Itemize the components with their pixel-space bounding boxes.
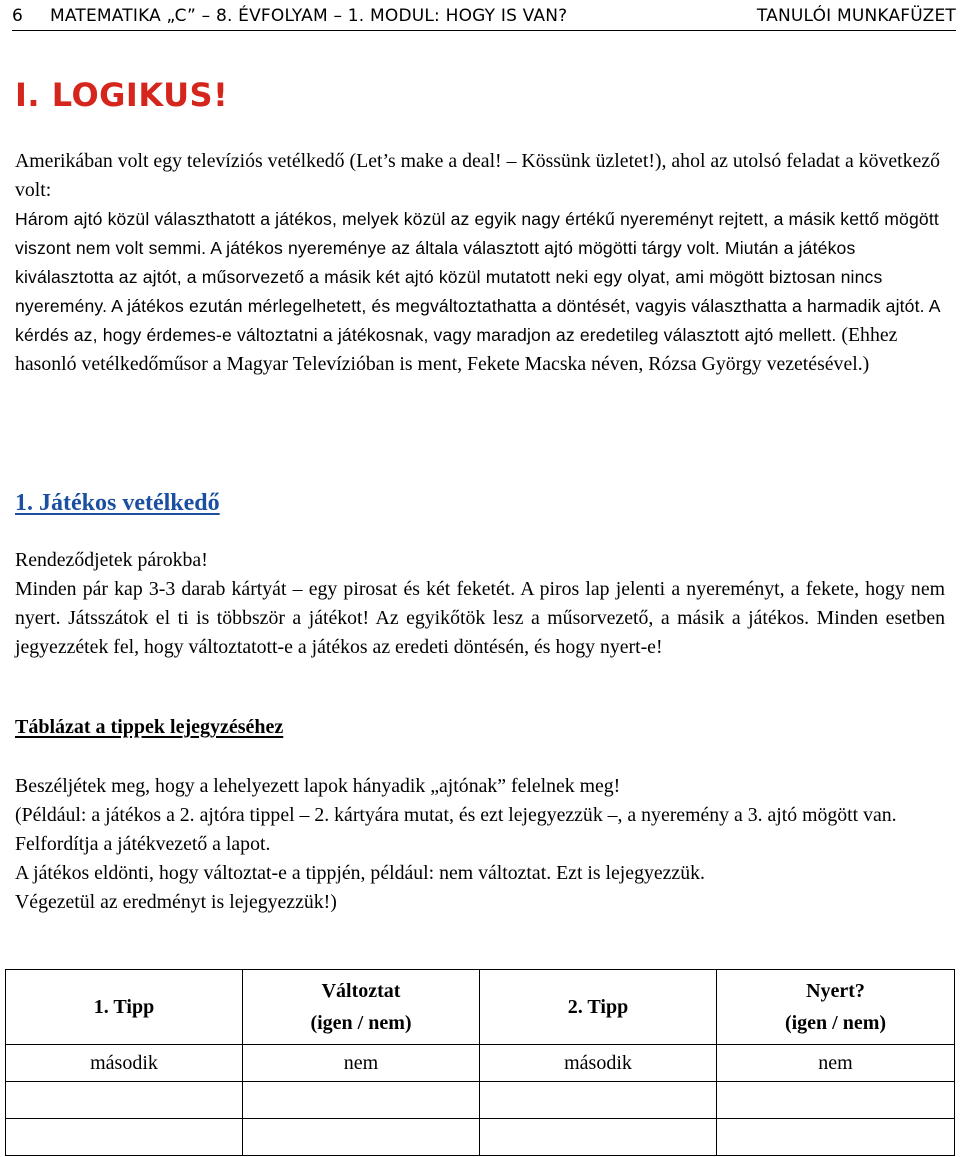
- instructions-line-2: Minden pár kap 3-3 darab kártyát – egy pirosat és két feketét. A piros lap jelenti a nyereményt, a fekete, hogy nem nyert. Játsszátok el ti is többször a játékot! Az egyikőtök lesz a műsorvezető, a másik a játékos. Minden esetben jegyezzétek fel, hogy változtatott-e a játékos az eredeti döntésén, és hogy nyert-e!: [15, 578, 945, 658]
- empty-cell[interactable]: [480, 1119, 717, 1156]
- table-row: [6, 1045, 955, 1082]
- tips-table: [5, 969, 955, 1156]
- notes-line-1: Beszéljétek meg, hogy a lehelyezett lapok hányadik „ajtónak” felelnek meg!: [15, 775, 621, 797]
- cell-second-tip: második: [480, 1045, 717, 1082]
- header-won-options: (igen / nem): [784, 1012, 887, 1034]
- intro-paragraph-2: Három ajtó közül választhatott a játékos, melyek közül az egyik nagy értékű nyereményt rejtett, a másik kettő mögött viszont nem volt semmi. A játékos nyereménye az általa választott ajtó mögötti tárgy volt. Miután a játékos kiválasztotta az ajtót, a műsorvezető a másik két ajtó közül mutatott neki egy olyat, ami mögött biztosan nincs nyeremény. A játékos ezután mérlegelhetett, és megváltoztathatta a döntését, vagyis választhatta a harmadik ajtót. A kérdés az, hogy érdemes-e változtatni a játékosnak, vagy maradjon az eredetileg választott ajtó mellett.: [15, 209, 940, 345]
- empty-cell[interactable]: [717, 1119, 955, 1156]
- notes-line-3: Felfordítja a játékvezető a lapot.: [15, 833, 271, 855]
- header-change: [243, 970, 480, 1045]
- empty-cell[interactable]: [243, 1119, 480, 1156]
- recording-notes: [15, 772, 945, 917]
- header-second-tip: 2. Tipp: [480, 970, 717, 1045]
- intro-paragraph-1: Amerikában volt egy televíziós vetélkedő (Let’s make a deal! – Kössünk üzletet!), ahol az utolsó feladat a következő volt:: [15, 150, 940, 201]
- header-change-label: Változtat: [321, 980, 401, 1002]
- empty-cell[interactable]: [717, 1082, 955, 1119]
- empty-cell[interactable]: [6, 1082, 243, 1119]
- intro-paragraph-3: (Ehhez hasonló vetélkedőműsor a Magyar Televízióban is ment, Fekete Macska néven, Rózsa György vezetésével.): [15, 324, 898, 375]
- game-instructions: [15, 546, 945, 662]
- empty-cell[interactable]: [480, 1082, 717, 1119]
- table-row-empty: [6, 1082, 955, 1119]
- table-heading: Táblázat a tippek lejegyzéséhez: [15, 716, 284, 738]
- notes-line-5: Végezetül az eredményt is lejegyezzük!): [15, 891, 337, 913]
- page-number: 6: [12, 6, 24, 26]
- running-head-title: MATEMATIKA „C” – 8. ÉVFOLYAM – 1. MODUL: HOGY IS VAN?: [50, 6, 568, 26]
- table-row-empty: [6, 1119, 955, 1156]
- table-header-row: [6, 970, 955, 1045]
- notes-line-2: (Például: a játékos a 2. ajtóra tippel – 2. kártyára mutat, és ezt lejegyezzük –, a nyeremény a 3. ajtó mögött van.: [15, 804, 897, 826]
- running-head: [12, 6, 956, 31]
- header-first-tip: 1. Tipp: [6, 970, 243, 1045]
- header-won-label: Nyert?: [806, 980, 865, 1002]
- header-change-options: (igen / nem): [310, 1012, 412, 1034]
- empty-cell[interactable]: [243, 1082, 480, 1119]
- notes-line-4: A játékos eldönti, hogy változtat-e a tippjén, például: nem változtat. Ezt is lejegyezzük.: [15, 862, 705, 884]
- cell-change: nem: [243, 1045, 480, 1082]
- cell-won: nem: [717, 1045, 955, 1082]
- chapter-title: I. LOGIKUS!: [15, 76, 229, 114]
- running-head-series: TANULÓI MUNKAFÜZET: [756, 6, 956, 26]
- instructions-line-1: Rendeződjetek párokba!: [15, 549, 208, 571]
- empty-cell[interactable]: [6, 1119, 243, 1156]
- section-title: 1. Játékos vetélkedő: [15, 490, 220, 516]
- cell-first-tip: második: [6, 1045, 243, 1082]
- header-won: [717, 970, 955, 1045]
- intro-text: [15, 147, 945, 379]
